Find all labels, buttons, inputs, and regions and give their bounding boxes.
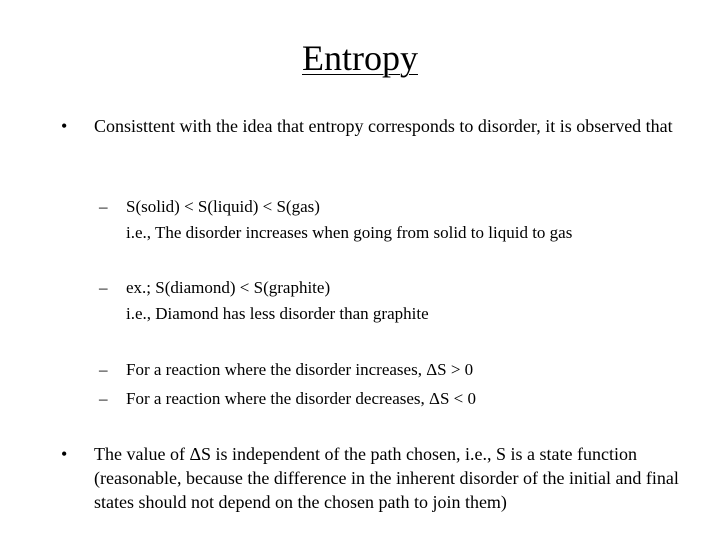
sub-bullet-diamond [99, 275, 706, 327]
sub-bullet-increase [99, 357, 706, 383]
diamond-inequality: ex.; S(diamond) < S(graphite) [126, 278, 331, 297]
bullet-marker: • [61, 116, 68, 136]
sub-bullet-states [99, 194, 706, 246]
sub-bullet-decrease [99, 386, 706, 412]
decrease-text: For a reaction where the disorder decreases, ΔS < 0 [126, 389, 477, 408]
increase-text: For a reaction where the disorder increases, ΔS > 0 [126, 360, 474, 379]
dash-marker: – [99, 389, 108, 408]
states-inequality: S(solid) < S(liquid) < S(gas) [126, 197, 320, 216]
bullet-marker: • [61, 444, 68, 464]
bullet-text: Consisttent with the idea that entropy corresponds to disorder, it is observed that [94, 116, 673, 136]
bullet-state-function [61, 442, 710, 514]
diamond-explanation: i.e., Diamond has less disorder than graphite [126, 304, 429, 323]
dash-marker: – [99, 360, 108, 379]
bullet-entropy-disorder [61, 114, 710, 138]
slide-title [0, 36, 720, 80]
states-explanation: i.e., The disorder increases when going from solid to liquid to gas [126, 223, 573, 242]
dash-marker: – [99, 278, 108, 297]
bullet-text: The value of ΔS is independent of the path chosen, i.e., S is a state function (reasonable, because the difference in the inherent disorder of the initial and final states should not depend on the chosen path to join them) [94, 444, 679, 512]
slide-title-text: Entropy [302, 38, 418, 78]
dash-marker: – [99, 197, 108, 216]
